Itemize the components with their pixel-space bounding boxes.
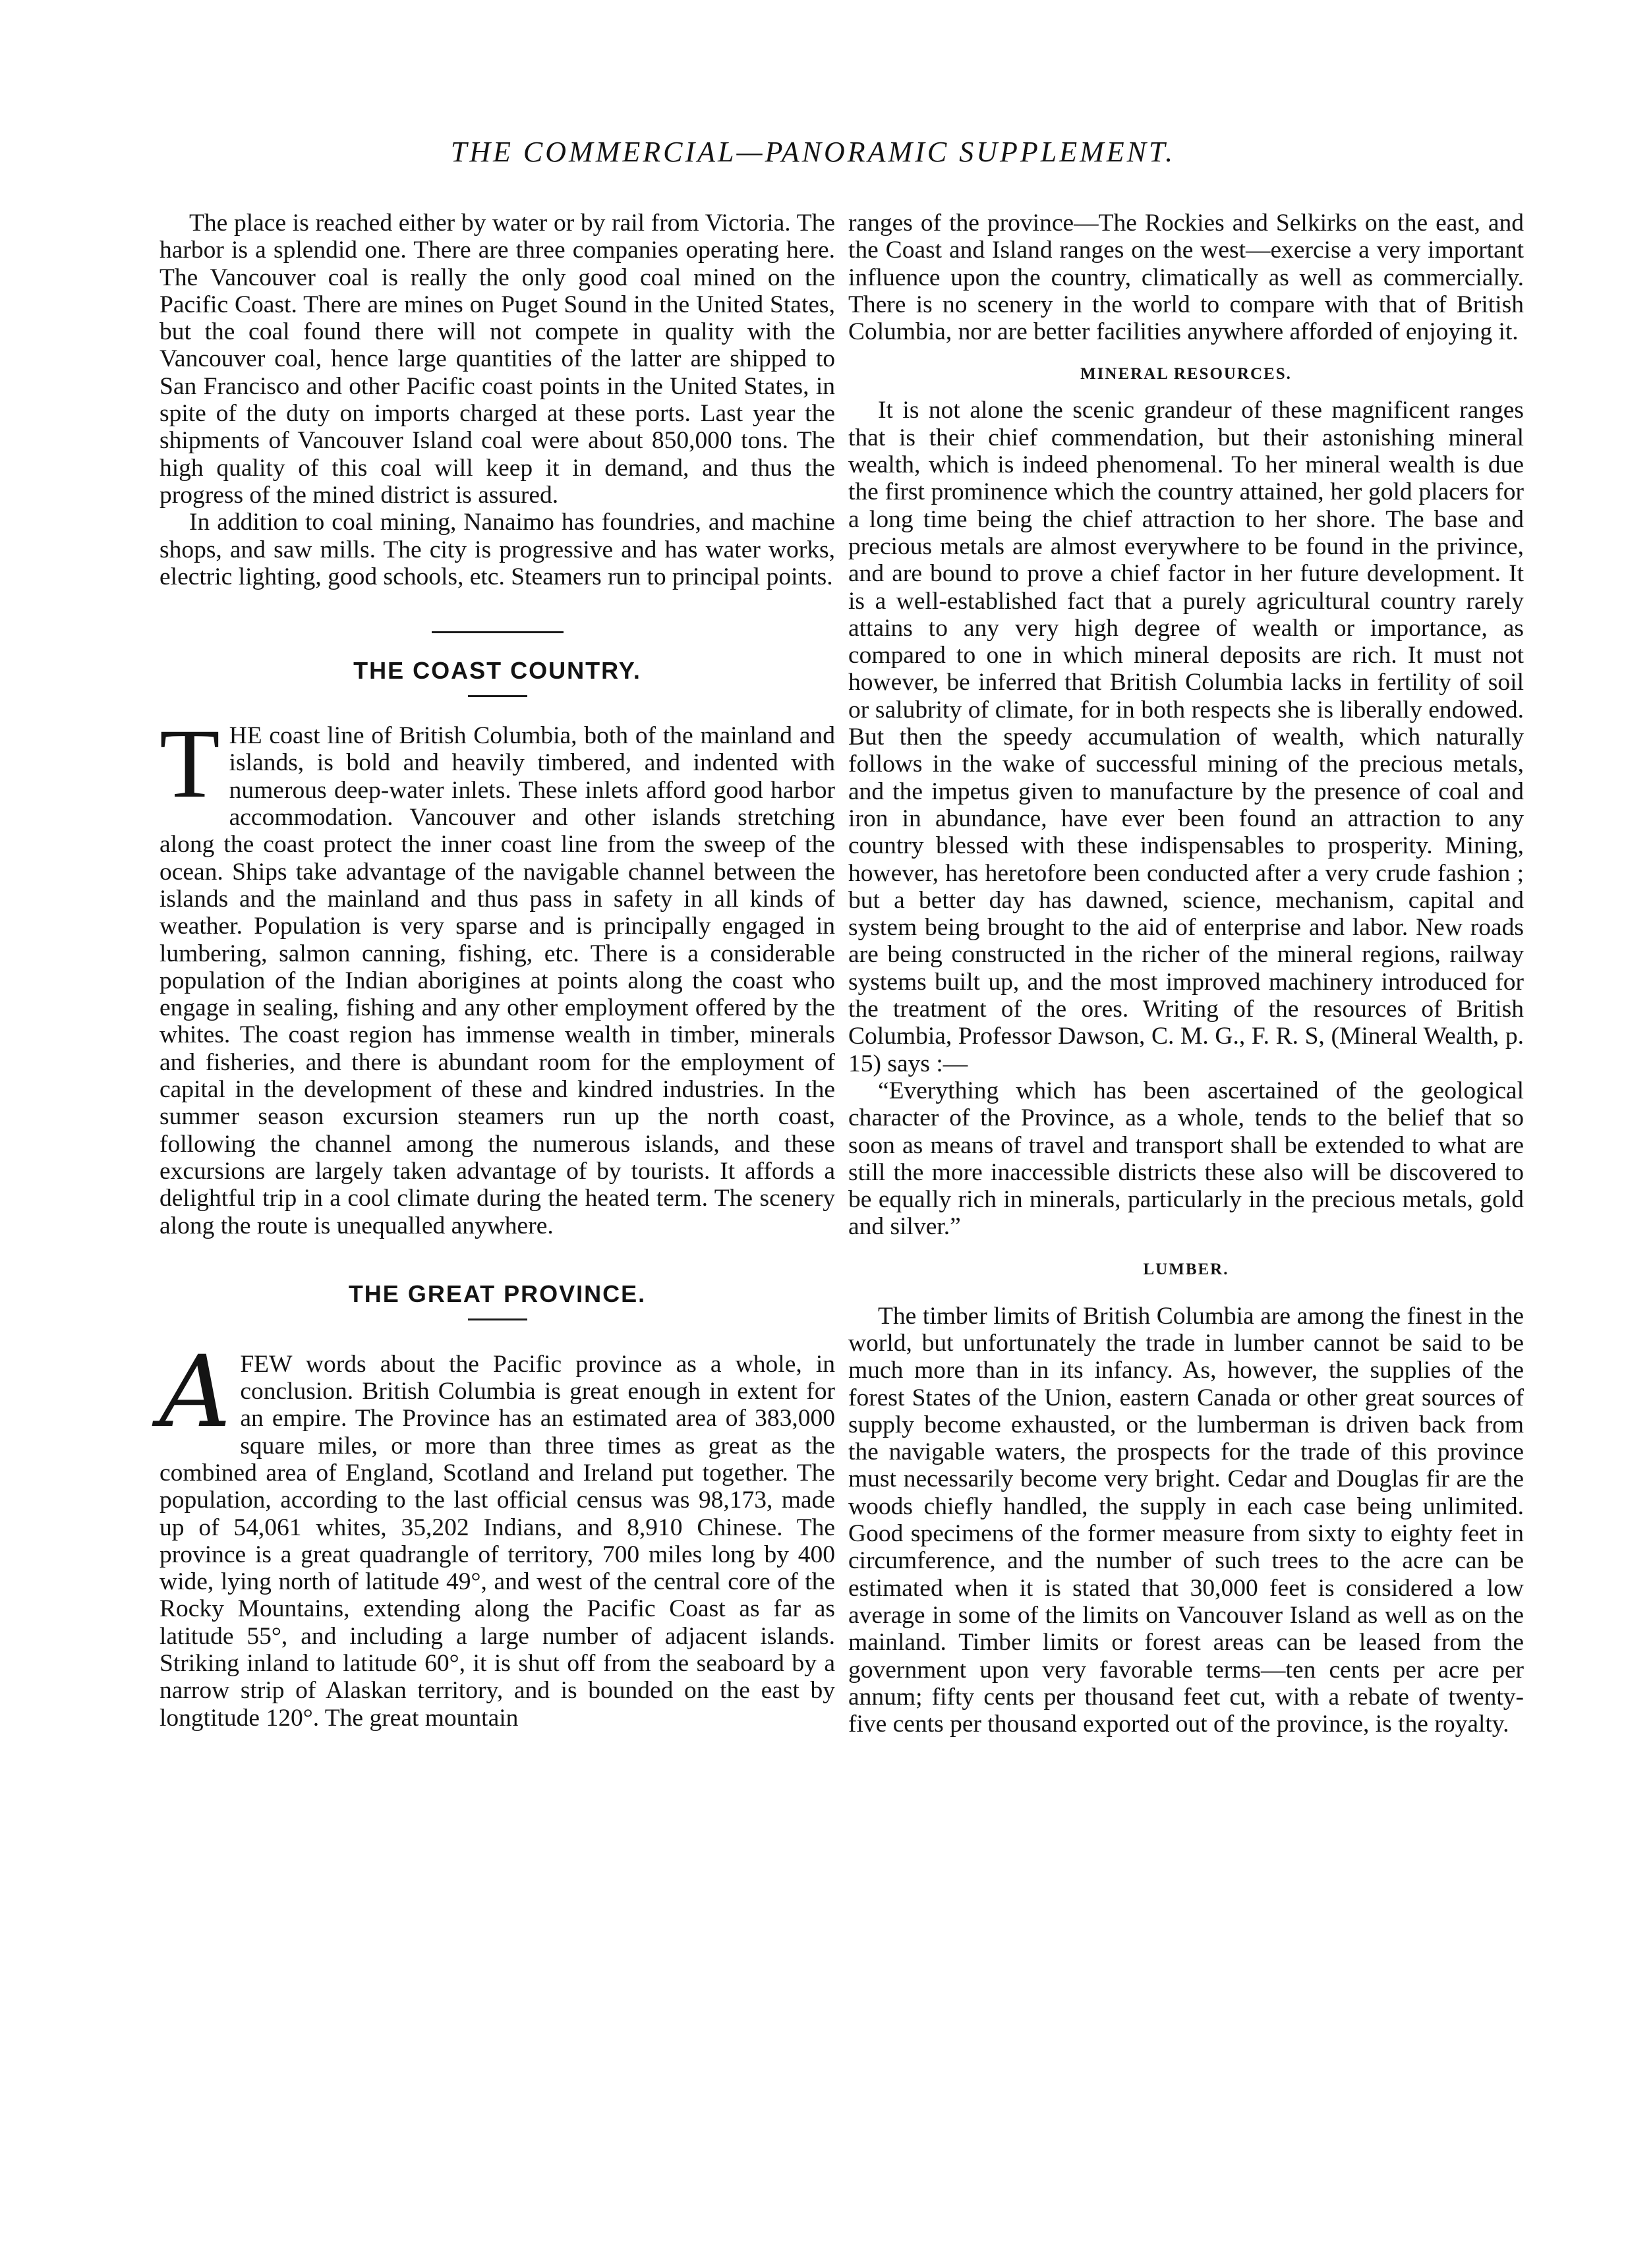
paragraph-lumber: The timber limits of British Columbia are among the finest in the world, but unfortunately the trade in lumber cannot be said to be much more than in its infancy. As, however, the supplies of the forest States of the Union, eastern Canada or other great sources of supply become exhausted, or the lumberman is driven back from the navigable waters, the prospects for the trade of this province must necessarily become very bright. Cedar and Douglas fir are the woods chiefly handled, the supply in each case being unlimited. Good specimens of the former measure from sixty to eighty feet in circumference, and the number of such trees to the acre can be estimated when it is stated that 30,000 feet is considered a low average in some of the limits on Vancouver Island as well as on the mainland. Timber limits or forest areas can be leased from the government upon very favorable terms—ten cents per acre per annum; fifty cents per thousand feet cut, with a rebate of twenty-five cents per thousand exported out of the province, is the royalty. — [848, 1302, 1524, 1738]
coast-country-text: HE coast line of British Columbia, both of the mainland and islands, is bold and heavily timbered, and indented with numerous deep-water inlets. These inlets afford good harbor accommodation. Vancouver and other islands stretching along the coast protect the inner coast line from the sweep of the ocean. Ships take advantage of the navigable channel between the islands and the mainland and thus pass in safety in all kinds of weather. Population is very sparse and is principally engaged in lumbering, salmon canning, fishing, etc. There is a considerable population of the Indian aborigines at points along the coast who engage in sealing, fishing and any other employment offered by the whites. The coast region has immense wealth in timber, minerals and fisheries, and there is abundant room for the employment of capital in the development of these and kindred industries. In the summer season excursion steamers run up the north coast, following the channel among the numerous islands, and these excursions are largely taken advantage of by tourists. It affords a delightful trip in a cool climate during the heated term. The scenery along the route is unequalled anywhere. — [160, 722, 835, 1239]
drop-cap-a: A — [160, 1334, 231, 1450]
section-heading-great-province: THE GREAT PROVINCE. — [348, 1280, 647, 1307]
quotation-dawson: “Everything which has been ascertained of the geological character of the Province, as a whole, tends to the belief that so soon as means of travel and transport shall be extended to what are still the more inaccessible districts these also will be discovered to be equally rich in minerals, particularly in the precious metals, gold and silver.” — [848, 1077, 1524, 1241]
left-column — [160, 210, 835, 1732]
paragraph-mineral-resources: It is not alone the scenic grandeur of these magnificent ranges that is their chief commendation, but their astonishing mineral wealth, which is indeed phenomenal. To her mineral wealth is due the first prominence which the country attained, her gold placers for a long time being the chief attraction to her shore. The base and precious metals are almost everywhere to be found in the privince, and are bound to prove a chief factor in her future development. It is a well-established fact that a purely agricultural country rarely attains to any very high degree of wealth or importance, as compared to one in which mineral deposits are rich. It must not however, be inferred that British Columbia lacks in fertility of soil or salubrity of climate, for in both respects she is liberally endowed. But then the speedy accumulation of wealth, which naturally follows in the wake of successful mining of the precious metals, and the impetus given to manufacture by the presence of coal and iron in abundance, have ever been found an attraction to any country blessed with these indispensables to prosperity. Mining, however, has heretofore been conducted after a very crude fashion ; but a better day has dawned, science, mechanism, capital and system being brought to the aid of enterprise and labor. New roads are being constructed in the richer of the mineral regions, railway systems built up, and the most improved machinery introduced for the treatment of the ores. Writing of the resources of British Columbia, Professor Dawson, C. M. G., F. R. S, (Mineral Wealth, p. 15) says :— — [848, 397, 1524, 1077]
running-header: THE COMMERCIAL—PANORAMIC SUPPLEMENT. — [450, 136, 1176, 168]
paragraph-nanaimo-industries: In addition to coal mining, Nanaimo has foundries, and machine shops, and saw mills. The city is progressive and has water works, electric lighting, good schools, etc. Steamers run to principal points. — [160, 509, 835, 590]
paragraph-coast-country — [160, 709, 835, 1239]
subheading-lumber: LUMBER. — [1143, 1260, 1229, 1278]
subheading-mineral-resources: MINERAL RESOURCES. — [1080, 365, 1292, 383]
right-column — [848, 210, 1524, 1738]
paragraph-nanaimo-coal: The place is reached either by water or by rail from Victoria. The harbor is a splendid one. There are three companies operating here. The Vancouver coal is really the only good coal mined on the Pacific Coast. There are mines on Puget Sound in the United States, but the coal found there will not compete in quality with the Vancouver coal, hence large quantities of the latter are shipped to San Francisco and other Pacific coast points in the United States, in spite of the duty on imports charged at these ports. Last year the shipments of Vancouver Island coal were about 850,000 tons. The high quality of this coal will keep it in demand, and thus the progress of the mined district is assured. — [160, 210, 835, 509]
paragraph-mountain-ranges: ranges of the province—The Rockies and Selkirks on the east, and the Coast and Island ranges on the west—exercise a very important influence upon the country, climatically as well as commercially. There is no scenery in the world to compare with that of British Columbia, nor are better facilities anywhere afforded of enjoying it. — [848, 210, 1524, 346]
section-heading-coast-country: THE COAST COUNTRY. — [353, 657, 641, 685]
drop-cap-t: T — [160, 709, 220, 819]
paragraph-great-province — [160, 1334, 835, 1732]
great-province-text: FEW words about the Pacific province as a whole, in conclusion. British Columbia is great enough in extent for an empire. The Province has an estimated area of 383,000 square miles, or more than three times as great as the combined area of England, Scotland and Ireland put together. The population, according to the last official census was 98,173, made up of 54,061 whites, 35,202 Indians, and 8,910 Chinese. The province is a great quadrangle of territory, 700 miles long by 400 wide, lying north of latitude 49°, and west of the central core of the Rocky Mountains, extending along the Pacific Coast as far as latitude 55°, and including a large number of adjacent islands. Striking inland to latitude 60°, it is shut off from the seaboard by a narrow strip of Alaskan territory, and is bounded on the east by longtitude 120°. The great mountain — [160, 1350, 835, 1732]
